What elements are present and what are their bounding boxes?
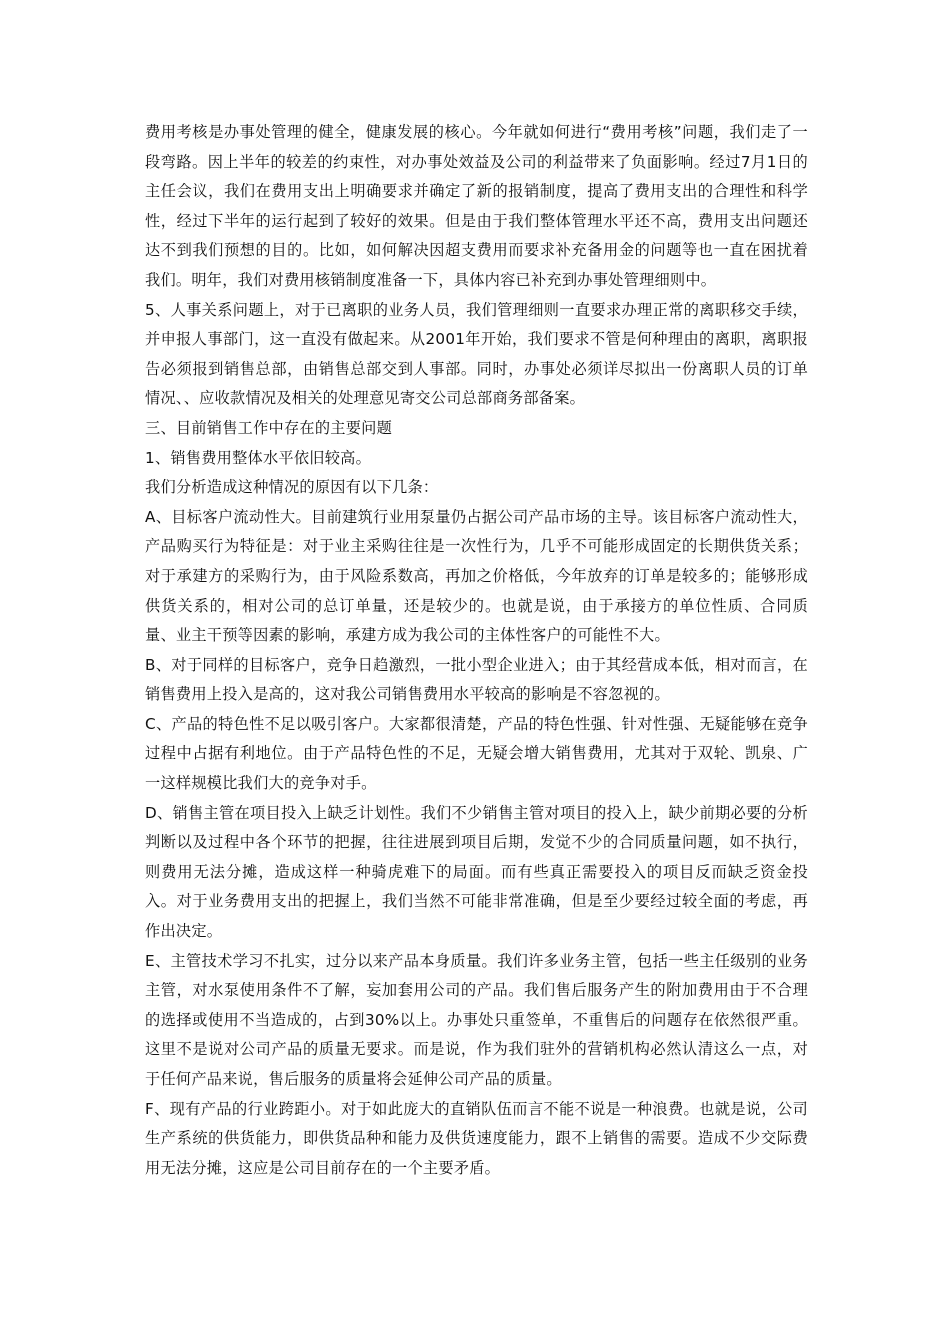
paragraph-reason-a: A、目标客户流动性大。目前建筑行业用泵量仍占据公司产品市场的主导。该目标客户流动性大，产品购买行为特征是：对于业主采购往往是一次性行为，几乎不可能形成固定的长期供货关系；对于承建方的采购行为，由于风险系数高，再加之价格低，今年放弃的订单是较多的；能够形成供货关系的，相对公司的总订单量，还是较少的。也就是说，由于承接方的单位性质、合同质量、业主干预等因素的影响，承建方成为我公司的主体性客户的可能性不大。 (145, 507, 808, 645)
paragraph-analysis-intro: 我们分析造成这种情况的原因有以下几条： (145, 478, 439, 497)
document-body (145, 118, 808, 1183)
paragraph-reason-c: C、产品的特色性不足以吸引客户。大家都很清楚，产品的特色性强、针对性强、无疑能够在竞争过程中占据有利地位。由于产品特色性的不足，无疑会增大销售费用，尤其对于双轮、凯泉、广一这样规模比我们大的竞争对手。 (145, 714, 808, 793)
paragraph-expense-assessment: 费用考核是办事处管理的健全，健康发展的核心。今年就如何进行“费用考核”问题，我们走了一段弯路。因上半年的较差的约束性，对办事处效益及公司的利益带来了负面影响。经过7月1日的主任会议，我们在费用支出上明确要求并确定了新的报销制度，提高了费用支出的合理性和科学性，经过下半年的运行起到了较好的效果。但是由于我们整体管理水平还不高，费用支出问题还达不到我们预想的目的。比如，如何解决因超支费用而要求补充备用金的问题等也一直在困扰着我们。明年，我们对费用核销制度准备一下，具体内容已补充到办事处管理细则中。 (145, 123, 808, 289)
paragraph-reason-b: B、对于同样的目标客户，竞争日趋激烈，一批小型企业进入；由于其经营成本低，相对而言，在销售费用上投入是高的，这对我公司销售费用水平较高的影响是不容忽视的。 (145, 655, 808, 704)
paragraph-reason-e: E、主管技术学习不扎实，过分以来产品本身质量。我们许多业务主管，包括一些主任级别的业务主管，对水泵使用条件不了解，妄加套用公司的产品。我们售后服务产生的附加费用由于不合理的选择或使用不当造成的，占到30%以上。办事处只重签单，不重售后的问题存在依然很严重。这里不是说对公司产品的质量无要求。而是说，作为我们驻外的营销机构必然认清这么一点，对于任何产品来说，售后服务的质量将会延伸公司产品的质量。 (145, 951, 808, 1088)
paragraph-reason-f: F、现有产品的行业跨距小。对于如此庞大的直销队伍而言不能不说是一种浪费。也就是说，公司生产系统的供货能力，即供货品种和能力及供货速度能力，跟不上销售的需要。造成不少交际费用无法分摊，这应是公司目前存在的一个主要矛盾。 (145, 1099, 808, 1177)
paragraph-personnel-relations: 5、人事关系问题上，对于已离职的业务人员，我们管理细则一直要求办理正常的离职移交手续，并申报人事部门，这一直没有做起来。从2001年开始，我们要求不管是何种理由的离职，离职报告必须报到销售总部，由销售总部交到人事部。同时，办事处必须详尽拟出一份离职人员的订单情况、、应收款情况及相关的处理意见寄交公司总部商务部备案。 (145, 300, 808, 408)
section-heading-main-problems: 三、目前销售工作中存在的主要问题 (145, 418, 392, 437)
paragraph-reason-d: D、销售主管在项目投入上缺乏计划性。我们不少销售主管对项目的投入上，缺少前期必要的分析判断以及过程中各个环节的把握，往往进展到项目后期，发觉不少的合同质量问题，如不执行，则费用无法分摊，造成这样一种骑虎难下的局面。而有些真正需要投入的项目反而缺乏资金投入。对于业务费用支出的把握上，我们当然不可能非常准确，但是至少要经过较全面的考虑，再作出决定。 (145, 803, 808, 941)
subheading-sales-expense: 1、销售费用整体水平依旧较高。 (145, 448, 372, 467)
